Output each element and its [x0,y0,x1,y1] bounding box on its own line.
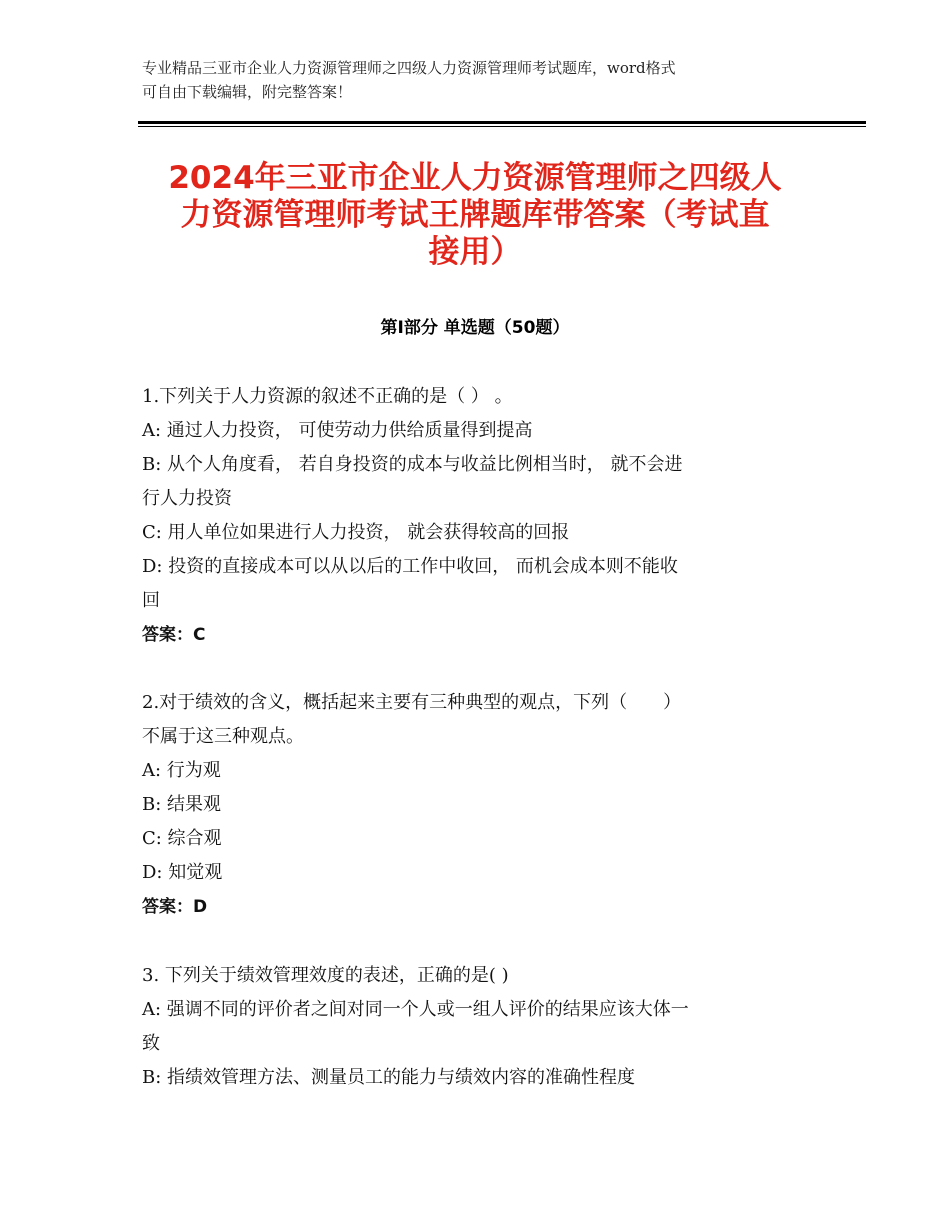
title-line: 力资源管理师考试王牌题库带答案（考试直 [180,197,770,233]
option-a-continued: 致 [142,1033,160,1054]
option-c: C: 综合观 [142,828,222,849]
question-stem: 1.下列关于人力资源的叙述不正确的是（ ） 。 [142,386,513,407]
option-d: D: 投资的直接成本可以从以后的工作中收回， 而机会成本则不能收 [142,556,678,577]
option-d: D: 知觉观 [142,862,223,883]
question-1 [142,380,822,652]
header-note [142,56,822,104]
option-b: B: 结果观 [142,794,222,815]
option-b: B: 从个人角度看， 若自身投资的成本与收益比例相当时， 就不会进 [142,454,683,475]
header-rule-thick [138,121,866,124]
question-stem: 3. 下列关于绩效管理效度的表述，正确的是( ) [142,965,509,986]
answer: 答案：C [142,625,206,645]
question-3 [142,959,822,1095]
option-b-continued: 行人力投资 [142,488,232,509]
header-note-line: 可自由下载编辑，附完整答案！ [142,83,353,101]
title-line: 2024年三亚市企业人力资源管理师之四级人 [168,160,782,196]
question-2 [142,686,822,924]
answer: 答案：D [142,897,208,917]
option-c: C: 用人单位如果进行人力投资， 就会获得较高的回报 [142,522,570,543]
question-stem-continued: 不属于这三种观点。 [142,726,304,747]
header-rule-thin [138,126,866,127]
title-line: 接用） [428,234,522,270]
question-stem: 2.对于绩效的含义，概括起来主要有三种典型的观点，下列（ ） [142,692,682,713]
option-d-continued: 回 [142,590,160,611]
page-title [120,160,830,271]
option-a: A: 强调不同的评价者之间对同一个人或一组人评价的结果应该大体一 [142,999,689,1020]
section-title: 第Ⅰ部分 单选题（50题） [380,318,570,338]
option-a: A: 通过人力投资， 可使劳动力供给质量得到提高 [142,420,533,441]
header-note-line: 专业精品三亚市企业人力资源管理师之四级人力资源管理师考试题库，word格式 [142,59,676,77]
option-b: B: 指绩效管理方法、测量员工的能力与绩效内容的准确性程度 [142,1067,636,1088]
option-a: A: 行为观 [142,760,221,781]
